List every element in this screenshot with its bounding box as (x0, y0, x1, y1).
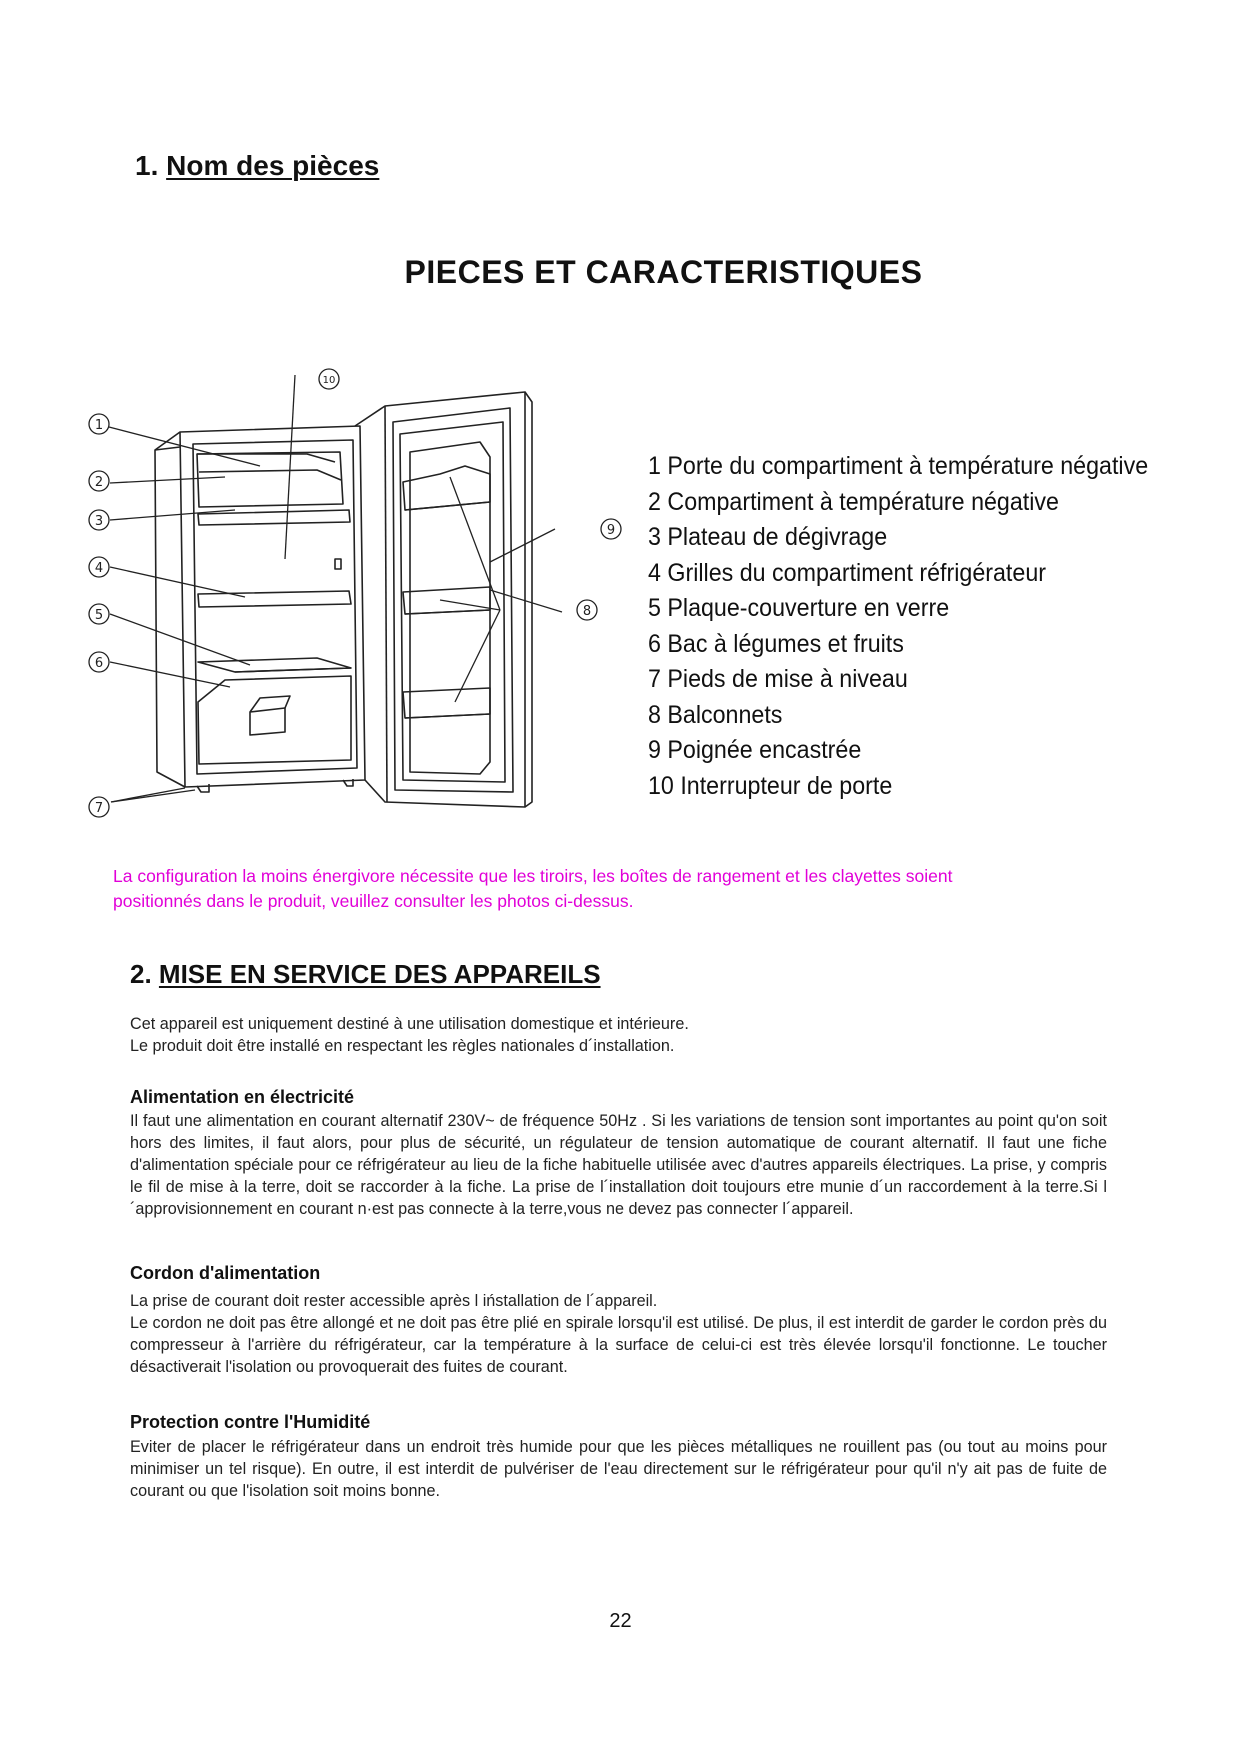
main-title: PIECES ET CARACTERISTIQUES (404, 254, 923, 290)
callout-1: 1 (94, 418, 104, 433)
humidity-paragraph: Eviter de placer le réfrigérateur dans un endroit très humide pour que les pièces métalliques ne rouillent pas (ou tout au moins pour minimiser un tel risque). En outre, il est interdit de pulvériser de l'eau directement sur le réfrigérateur pour qu'il n'y ait pas de fuite de courant ou que l'isolation soit moins bonne. (130, 1438, 1107, 1500)
part-item: 2 Compartiment à température négative (648, 487, 1059, 516)
section1-number: 1. (135, 150, 159, 181)
part-item: 9 Poignée encastrée (648, 736, 862, 764)
part-item: 4 Grilles du compartiment réfrigérateur (648, 558, 1046, 587)
intro-paragraph (130, 1013, 1107, 1057)
callout-6: 6 (94, 656, 104, 671)
section2-heading (130, 959, 601, 990)
part-item: 1 Porte du compartiment à température négative (648, 452, 1149, 480)
humidity-heading: Protection contre l'Humidité (130, 1412, 371, 1432)
power-heading: Alimentation en électricité (130, 1087, 355, 1107)
energy-note-line1: La configuration la moins énergivore nécessite que les tiroirs, les boîtes de rangement et les clayettes soient (113, 866, 953, 886)
callout-5: 5 (94, 608, 104, 623)
intro-line-2: Le produit doit être installé en respectant les règles nationales d´installation. (130, 1037, 675, 1055)
callout-10: 10 (322, 375, 336, 386)
part-item: 6 Bac à légumes et fruits (648, 629, 904, 658)
power-paragraph: Il faut une alimentation en courant alternatif 230V~ de fréquence 50Hz . Si les variations de tension sont importantes au point qu'on soit hors des limites, il faut alors, pour plus de sécurité, un régulateur de tension automatique de courant alternatif. Il faut une fiche d'alimentation spéciale pour ce réfrigérateur au lieu de la fiche habituelle utilisée avec d'autres appareils électriques. La prise, y compris le fil de mise à la terre, doit se raccorder à la fiche. La prise de l´installation doit toujours etre munie d´un raccordement à la terre.Si l´approvisionnement en courant n·est pas connecte à la terre,vous ne devez pas connecter l´appareil. (130, 1112, 1107, 1218)
callout-4: 4 (94, 561, 104, 576)
part-item: 10 Interrupteur de porte (648, 771, 893, 800)
cord-text: Le cordon ne doit pas être allongé et ne doit pas être plié en spirale lorsqu'il est utilisé. De plus, il est interdit de garder le cordon près du compresseur à l'arrière du réfrigérateur, car la température à la surface de celui-ci est très élevée lorsqu'il fonctionne. Le toucher désactiverait l'isolation ou provoquerait des fuites de courant. (130, 1314, 1107, 1376)
part-item: 8 Balconnets (648, 700, 783, 729)
energy-note-line2: positionnés dans le produit, veuillez consulter les photos ci-dessus. (113, 891, 634, 911)
part-item: 3 Plateau de dégivrage (648, 523, 888, 551)
section2-title: MISE EN SERVICE DES APPAREILS (158, 959, 601, 989)
part-item: 7 Pieds de mise à niveau (648, 665, 908, 693)
cord-paragraph (130, 1290, 1107, 1378)
callout-7: 7 (94, 801, 104, 816)
cord-heading: Cordon d'alimentation (130, 1263, 321, 1283)
callout-8-extra-leaders (490, 582, 580, 632)
section1-title: Nom des pièces (166, 150, 380, 181)
part-item: 5 Plaque-couverture en verre (648, 594, 950, 622)
parts-list (648, 449, 1186, 804)
section1-heading (135, 150, 379, 182)
intro-line-1: Cet appareil est uniquement destiné à une utilisation domestique et intérieure. (130, 1015, 689, 1033)
callout-8: 8 (582, 604, 592, 619)
callout-2: 2 (94, 475, 104, 490)
cord-line-1: La prise de courant doit rester accessible après l iństallation de l´appareil. (130, 1292, 658, 1310)
callout-9: 9 (606, 523, 616, 538)
section2-number: 2. (130, 959, 152, 989)
callout-3: 3 (94, 514, 104, 529)
page-number: 22 (609, 1610, 632, 1632)
energy-note (113, 864, 1143, 914)
